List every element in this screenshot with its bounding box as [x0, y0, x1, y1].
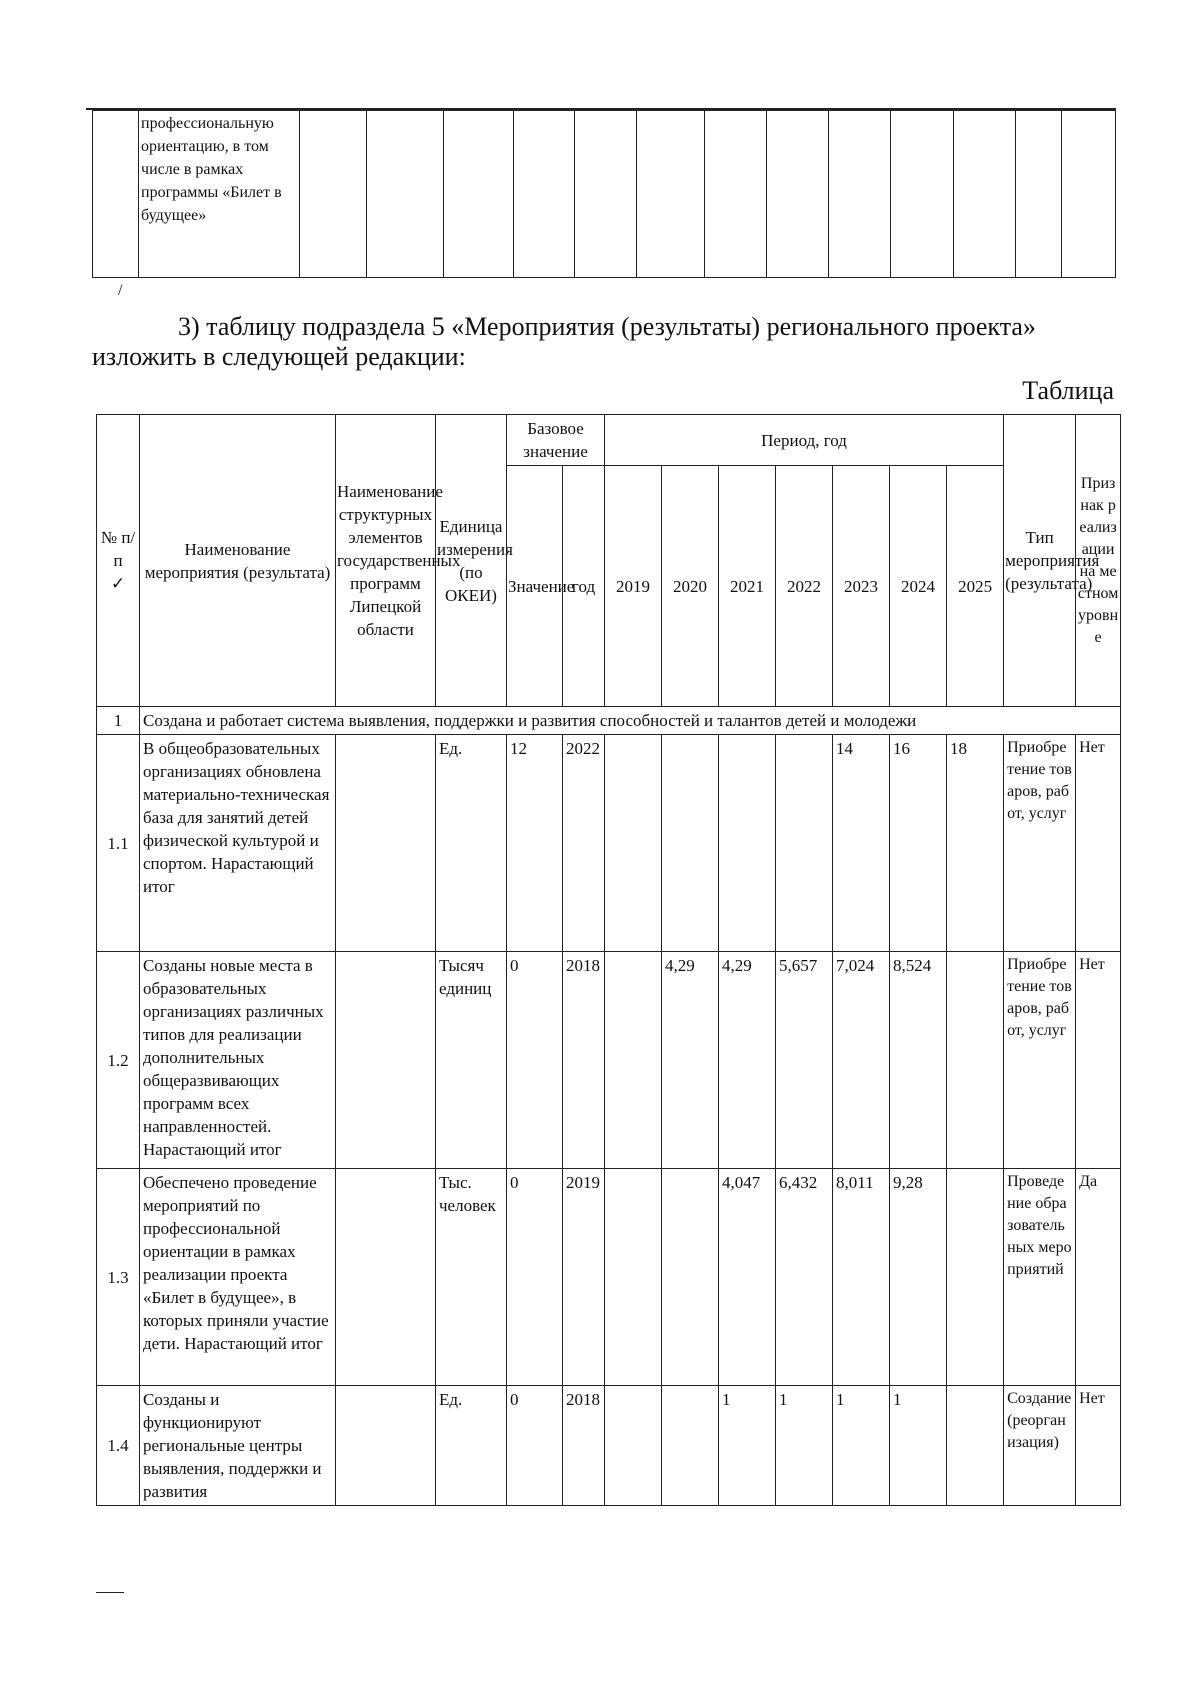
- table-row: [93, 111, 1116, 278]
- row-year-value: 4,29: [662, 952, 719, 1169]
- pen-mark: /: [118, 282, 123, 299]
- table-row: [97, 735, 1121, 952]
- table-row: [97, 1386, 1121, 1506]
- row-year-value: [605, 735, 662, 952]
- row-base-value: 0: [507, 952, 563, 1169]
- row-year-value: [605, 1386, 662, 1506]
- row-year-value: [719, 735, 776, 952]
- header-local: Признак реализации на местном уровне: [1076, 415, 1121, 707]
- row-year-value: 7,024: [833, 952, 890, 1169]
- row-name: Обеспечено проведение мероприятий по профессиональной ориентации в рамках реализации проекта «Билет в будущее», в которых приняли участие дети. Нарастающий итог: [140, 1169, 336, 1386]
- measures-table: [96, 414, 1121, 1506]
- row-structural: [336, 735, 436, 952]
- section-title: Создана и работает система выявления, поддержки и развития способностей и талантов детей и молодежи: [140, 707, 1121, 735]
- row-year-value: 8,524: [890, 952, 947, 1169]
- row-year-value: 1: [776, 1386, 833, 1506]
- check-mark-icon: ✓: [110, 574, 126, 593]
- table-caption: Таблица: [1022, 376, 1114, 405]
- row-base-value: 0: [507, 1169, 563, 1386]
- row-local: Нет: [1076, 1386, 1121, 1506]
- row-year-value: 1: [833, 1386, 890, 1506]
- row-unit: Тысяч единиц: [436, 952, 507, 1169]
- row-name: Созданы новые места в образовательных организациях различных типов для реализации дополнительных общеразвивающих программ всех направленностей. Нарастающий итог: [140, 952, 336, 1169]
- row-type: Приобретение товаров, работ, услуг: [1004, 952, 1076, 1169]
- row-num: 1.3: [97, 1169, 140, 1386]
- header-row: [97, 415, 1121, 466]
- row-num: 1.4: [97, 1386, 140, 1506]
- header-year: 2020: [662, 466, 719, 707]
- row-base-year: 2018: [563, 952, 605, 1169]
- header-base-year: год: [563, 466, 605, 707]
- table-cell: [704, 111, 766, 278]
- row-local: Нет: [1076, 952, 1121, 1169]
- row-year-value: [605, 1169, 662, 1386]
- table-cell: [299, 111, 366, 278]
- header-year: 2019: [605, 466, 662, 707]
- row-year-value: 18: [947, 735, 1004, 952]
- row-structural: [336, 1169, 436, 1386]
- table-cell: [890, 111, 953, 278]
- row-year-value: 8,011: [833, 1169, 890, 1386]
- header-base-value: Значение: [507, 466, 563, 707]
- table-row: [97, 952, 1121, 1169]
- row-year-value: [947, 1169, 1004, 1386]
- table-cell: профессиональную ориентацию, в том числе в рамках программы «Билет в будущее»: [139, 111, 300, 278]
- header-type: Тип мероприятия (результата): [1004, 415, 1076, 707]
- table-cell: [575, 111, 637, 278]
- row-base-year: 2018: [563, 1386, 605, 1506]
- row-year-value: 16: [890, 735, 947, 952]
- header-year: 2022: [776, 466, 833, 707]
- table-cell: [766, 111, 828, 278]
- row-num: 1.1: [97, 735, 140, 952]
- row-name: Созданы и функционируют региональные центры выявления, поддержки и развития: [140, 1386, 336, 1506]
- row-local: Да: [1076, 1169, 1121, 1386]
- section-row: [97, 707, 1121, 735]
- row-structural: [336, 952, 436, 1169]
- row-type: Приобретение товаров, работ, услуг: [1004, 735, 1076, 952]
- section-num: 1: [97, 707, 140, 735]
- row-year-value: 5,657: [776, 952, 833, 1169]
- row-year-value: 6,432: [776, 1169, 833, 1386]
- header-structural: Наименование структурных элементов государственных программ Липецкой области: [336, 415, 436, 707]
- table-cell: [828, 111, 890, 278]
- row-year-value: [947, 952, 1004, 1169]
- row-type: Проведение образовательных мероприятий: [1004, 1169, 1076, 1386]
- header-year: 2023: [833, 466, 890, 707]
- bottom-rule: [96, 1592, 124, 1593]
- row-year-value: [605, 952, 662, 1169]
- header-unit: Единица измерения (по ОКЕИ): [436, 415, 507, 707]
- table-cell: [637, 111, 704, 278]
- row-structural: [336, 1386, 436, 1506]
- row-year-value: 9,28: [890, 1169, 947, 1386]
- row-year-value: 1: [890, 1386, 947, 1506]
- row-unit: Ед.: [436, 1386, 507, 1506]
- header-year: 2025: [947, 466, 1004, 707]
- row-year-value: 4,047: [719, 1169, 776, 1386]
- row-name: В общеобразовательных организациях обновлена материально-техническая база для занятий детей физической культурой и спортом. Нарастающий итог: [140, 735, 336, 952]
- row-year-value: [776, 735, 833, 952]
- row-year-value: 1: [719, 1386, 776, 1506]
- row-type: Создание (реорганизация): [1004, 1386, 1076, 1506]
- table-cell: [1016, 111, 1062, 278]
- row-year-value: [662, 735, 719, 952]
- row-base-value: 0: [507, 1386, 563, 1506]
- amendment-paragraph: 3) таблицу подраздела 5 «Мероприятия (результаты) регионального проекта» изложить в следующей редакции:: [92, 312, 1036, 371]
- header-year: 2024: [890, 466, 947, 707]
- continued-table: [92, 110, 1116, 278]
- header-base: Базовое значение: [507, 415, 605, 466]
- row-base-year: 2022: [563, 735, 605, 952]
- table-cell: [1062, 111, 1116, 278]
- header-name: Наименование мероприятия (результата): [140, 415, 336, 707]
- table-cell: [444, 111, 514, 278]
- table-cell: [93, 111, 139, 278]
- table-cell: [367, 111, 444, 278]
- row-year-value: 4,29: [719, 952, 776, 1169]
- table-cell: [954, 111, 1016, 278]
- table-cell: [513, 111, 574, 278]
- row-year-value: [947, 1386, 1004, 1506]
- row-num: 1.2: [97, 952, 140, 1169]
- row-unit: Тыс. человек: [436, 1169, 507, 1386]
- row-year-value: 14: [833, 735, 890, 952]
- header-num: № п/п ✓: [97, 415, 140, 707]
- row-base-value: 12: [507, 735, 563, 952]
- row-year-value: [662, 1169, 719, 1386]
- row-year-value: [662, 1386, 719, 1506]
- header-period: Период, год: [605, 415, 1004, 466]
- table-row: [97, 1169, 1121, 1386]
- row-base-year: 2019: [563, 1169, 605, 1386]
- row-local: Нет: [1076, 735, 1121, 952]
- row-unit: Ед.: [436, 735, 507, 952]
- header-year: 2021: [719, 466, 776, 707]
